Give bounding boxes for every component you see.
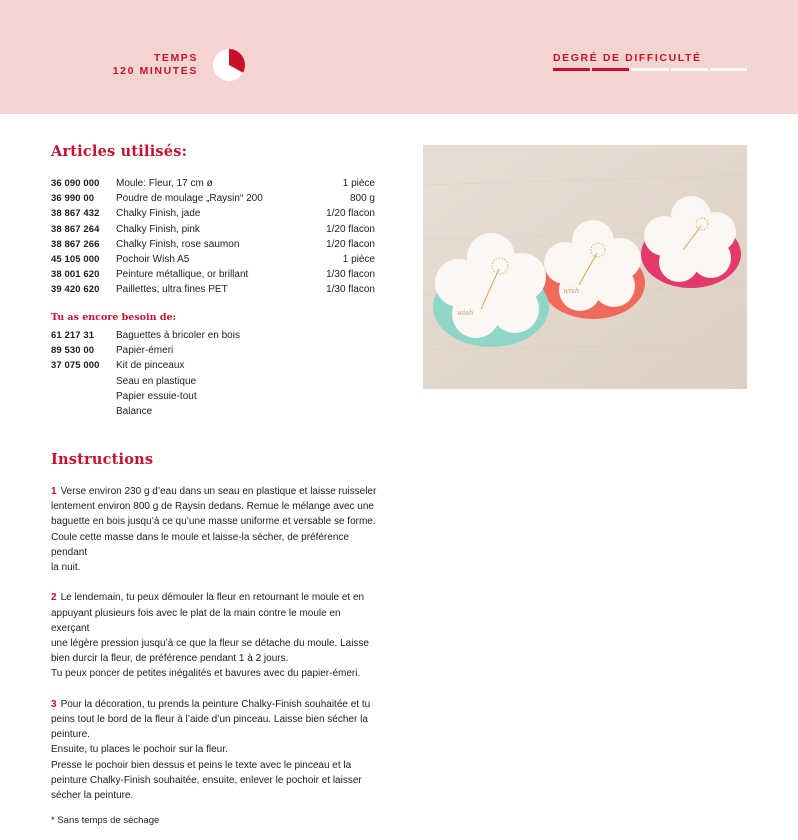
article-desc: Chalky Finish, pink xyxy=(116,223,200,235)
article-desc: Moule: Fleur, 17 cm ø xyxy=(116,178,213,190)
article-row xyxy=(51,176,375,191)
article-code: 38 867 264 xyxy=(51,223,100,235)
instruction-line xyxy=(51,606,381,636)
article-row xyxy=(51,267,375,282)
article-qty: 1 pièce xyxy=(342,178,375,190)
extra-code: 61 217 31 xyxy=(51,330,95,342)
article-row xyxy=(51,252,375,267)
difficulty-segment xyxy=(631,68,668,71)
instruction-text: Coule cette masse dans le moule et laisse-la sécher, de préférence pendant xyxy=(51,531,349,558)
instruction-line xyxy=(51,530,381,560)
difficulty-segment xyxy=(710,68,747,71)
article-qty: 1/20 flacon xyxy=(326,238,375,250)
difficulty-segment xyxy=(671,68,708,71)
article-code: 36 990 00 xyxy=(51,193,95,205)
instruction-line xyxy=(51,727,381,742)
step-number: 1 xyxy=(51,486,57,497)
difficulty-segment xyxy=(592,68,629,71)
time-value: 120 MINUTES xyxy=(112,65,198,77)
instruction-line xyxy=(51,742,381,757)
product-photo xyxy=(423,145,747,389)
instruction-text: lentement environ 800 g de Raysin dedans. Remue le mélange avec une xyxy=(51,501,374,513)
time-block xyxy=(60,52,198,78)
difficulty-meter xyxy=(553,68,747,72)
instruction-text: Ensuite, tu places le pochoir sur la fleur. xyxy=(51,744,228,756)
instruction-text: sécher la peinture. xyxy=(51,790,134,802)
instruction-step xyxy=(51,697,381,803)
instruction-line xyxy=(51,514,381,529)
extra-desc: Kit de pinceaux xyxy=(116,360,185,372)
article-qty: 800 g xyxy=(349,193,375,205)
instruction-line xyxy=(51,712,381,727)
instruction-text: la nuit. xyxy=(51,562,81,574)
article-code: 39 420 620 xyxy=(51,284,100,296)
step-number: 3 xyxy=(51,698,57,710)
instructions-body xyxy=(51,484,381,818)
difficulty-segment xyxy=(553,68,590,71)
article-code: 38 867 266 xyxy=(51,238,100,250)
difficulty-label: DEGRÉ DE DIFFICULTÉ xyxy=(553,52,702,64)
article-desc: Paillettes, ultra fines PET xyxy=(116,284,228,296)
article-qty: 1/20 flacon xyxy=(326,208,375,220)
extra-code: 37 075 000 xyxy=(51,360,100,372)
instruction-line xyxy=(51,590,381,605)
instruction-line xyxy=(51,651,381,666)
article-row xyxy=(51,237,375,252)
instruction-line xyxy=(51,773,381,788)
header-band xyxy=(0,0,798,114)
instruction-text: baguette en bois jusqu’à ce qu’une masse uniforme et versable se forme. xyxy=(51,516,376,528)
instruction-text: peins tout le bord de la fleur à l’aide d’un pinceau. Laisse bien sécher la xyxy=(51,714,368,726)
article-row xyxy=(51,222,375,237)
instruction-text: Verse environ 230 g d’eau dans un seau en plastique et laisse ruisseler xyxy=(60,486,377,497)
instruction-line xyxy=(51,758,381,773)
article-qty: 1/30 flacon xyxy=(326,284,375,296)
svg-text:wish: wish xyxy=(457,309,474,317)
extra-row xyxy=(51,343,375,358)
extra-code: 89 530 00 xyxy=(51,345,95,357)
extra-desc: Balance xyxy=(116,406,153,418)
instruction-line xyxy=(51,666,381,681)
timer-icon xyxy=(212,48,246,82)
extras-list xyxy=(51,328,375,419)
extras-title: Tu as encore besoin de: xyxy=(51,312,177,323)
article-code: 45 105 000 xyxy=(51,254,100,266)
instruction-text: peinture. xyxy=(51,729,90,741)
articles-title: Articles utilisés: xyxy=(51,143,188,160)
instruction-text: peinture Chalky-Finish souhaitée, ensuite, enlever le pochoir et laisser xyxy=(51,774,362,786)
article-qty: 1/30 flacon xyxy=(326,269,375,281)
extra-desc: Seau en plastique xyxy=(116,375,197,387)
instruction-line xyxy=(51,484,381,499)
instruction-line xyxy=(51,560,381,575)
instruction-text: bien durcir la fleur, de préférence pendant 1 à 2 jours. xyxy=(51,653,289,665)
extra-row xyxy=(51,328,375,343)
instruction-step xyxy=(51,590,381,681)
instruction-step xyxy=(51,484,381,575)
article-desc: Peinture métallique, or brillant xyxy=(116,269,249,281)
instruction-text: Presse le pochoir bien dessus et peins le texte avec le pinceau et la xyxy=(51,759,352,771)
extra-desc: Baguettes à bricoler en bois xyxy=(116,330,240,342)
svg-text:wish: wish xyxy=(563,287,580,295)
instructions-title: Instructions xyxy=(51,451,154,468)
articles-list xyxy=(51,176,375,298)
article-desc: Chalky Finish, jade xyxy=(116,208,201,220)
footnote: * Sans temps de séchage xyxy=(51,815,160,826)
article-desc: Pochoir Wish A5 xyxy=(116,254,190,266)
step-number: 2 xyxy=(51,592,57,604)
time-label: TEMPS xyxy=(153,52,198,64)
article-desc: Poudre de moulage „Raysin“ 200 xyxy=(116,193,263,205)
article-row xyxy=(51,191,375,206)
article-qty: 1/20 flacon xyxy=(326,223,375,235)
instruction-line xyxy=(51,499,381,514)
instruction-text: Tu peux poncer de petites inégalités et bavures avec du papier-émeri. xyxy=(51,668,361,680)
instruction-text: une légère pression jusqu’à ce que la fleur se détache du moule. Laisse xyxy=(51,638,369,650)
extra-row xyxy=(51,374,375,389)
instruction-line xyxy=(51,697,381,712)
extra-row xyxy=(51,358,375,373)
instruction-text: Le lendemain, tu peux démouler la fleur en retournant le moule et en xyxy=(60,592,365,604)
article-row xyxy=(51,282,375,297)
article-qty: 1 pièce xyxy=(342,254,375,266)
article-code: 36 090 000 xyxy=(51,178,100,190)
article-desc: Chalky Finish, rose saumon xyxy=(116,238,240,250)
instruction-text: Pour la décoration, tu prends la peinture Chalky-Finish souhaitée et tu xyxy=(60,698,371,710)
instruction-text: appuyant plusieurs fois avec le plat de la main contre le moule en exerçant xyxy=(51,607,341,634)
extra-row xyxy=(51,404,375,419)
extra-desc: Papier-émeri xyxy=(116,345,174,357)
instruction-line xyxy=(51,788,381,803)
article-code: 38 001 620 xyxy=(51,269,100,281)
extra-desc: Papier essuie-tout xyxy=(116,390,197,402)
article-row xyxy=(51,206,375,221)
extra-row xyxy=(51,389,375,404)
instruction-line xyxy=(51,636,381,651)
article-code: 38 867 432 xyxy=(51,208,100,220)
